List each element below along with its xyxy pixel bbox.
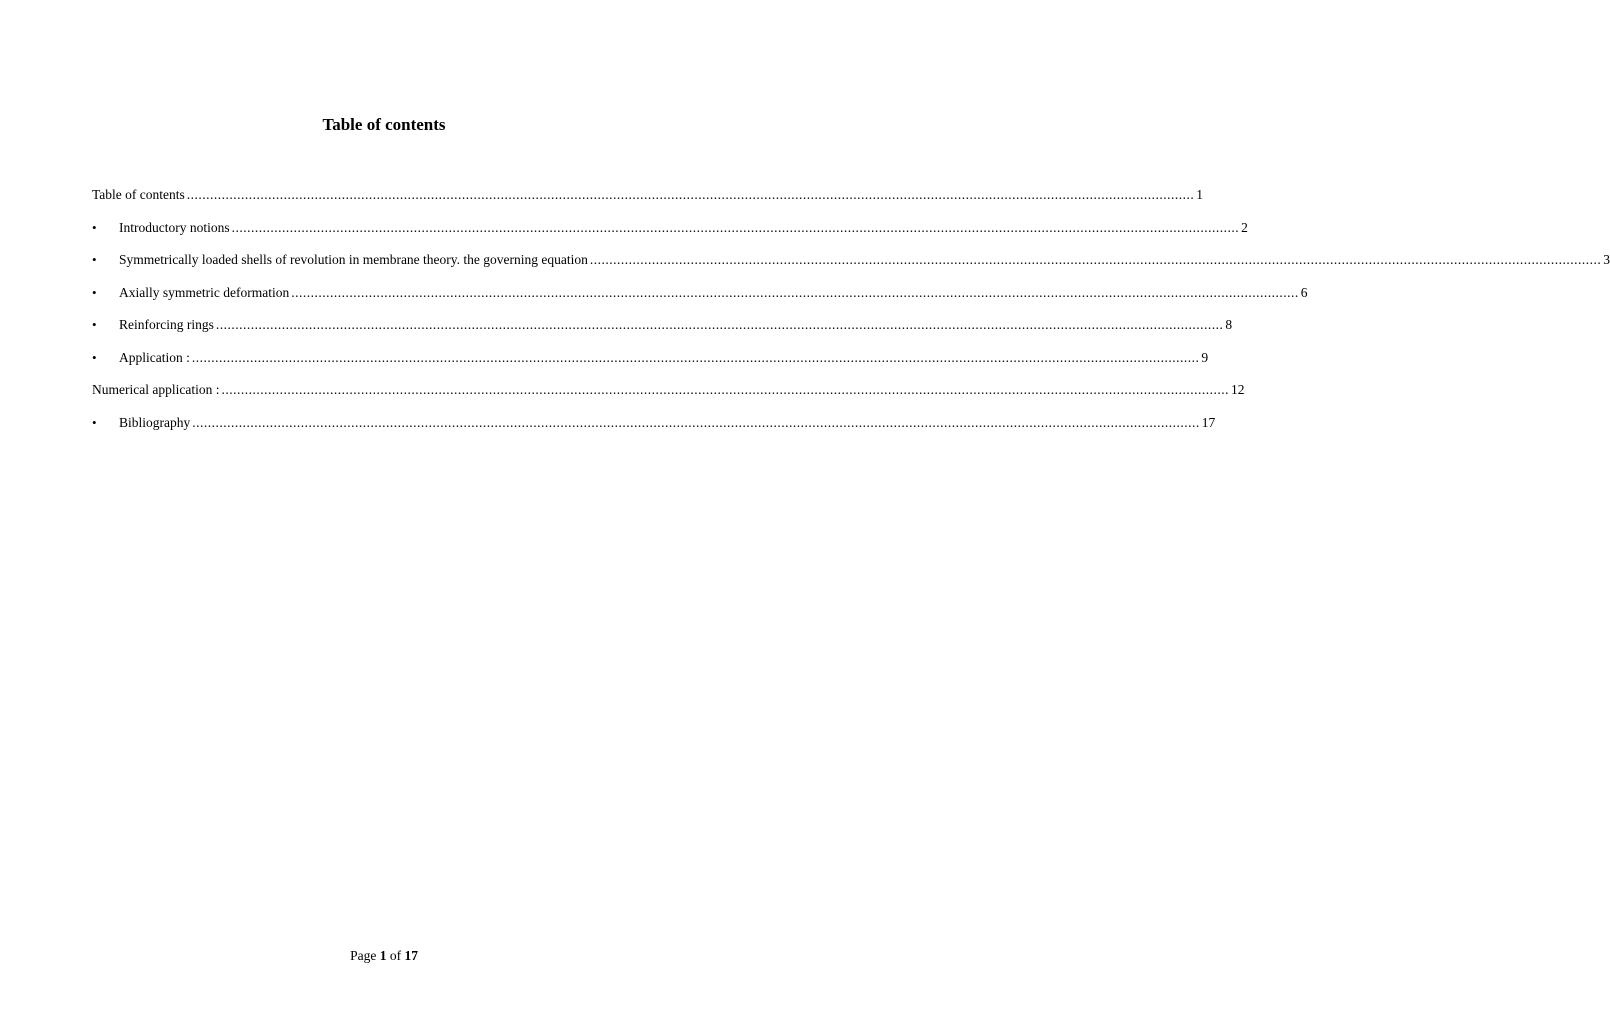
toc-entry-numerical-application[interactable] bbox=[92, 379, 1245, 412]
toc-dot-leader bbox=[232, 217, 1240, 239]
footer-total-pages: 17 bbox=[404, 948, 418, 963]
toc-entry-page: 8 bbox=[1225, 317, 1233, 332]
toc-entry-application[interactable] bbox=[92, 347, 1209, 380]
toc-entry-page: 3 bbox=[1603, 252, 1610, 267]
bullet-icon: • bbox=[92, 349, 97, 365]
toc-entry-table-of-contents[interactable] bbox=[92, 184, 1204, 217]
toc-entry-page: 17 bbox=[1201, 414, 1216, 430]
bullet-icon: • bbox=[92, 317, 97, 332]
toc-entry-label: Table of contents bbox=[92, 187, 185, 202]
bullet-icon: • bbox=[92, 252, 97, 267]
toc-entry-label: Bibliography bbox=[119, 414, 191, 430]
toc-entry-label: Numerical application : bbox=[92, 382, 220, 397]
toc-entry-axially-symmetric-deformation[interactable] bbox=[92, 282, 1308, 315]
toc-entry-page: 2 bbox=[1241, 219, 1248, 235]
bullet-icon: • bbox=[92, 219, 97, 235]
toc-dot-leader: . ..... bbox=[590, 249, 1601, 271]
footer-of-word: of bbox=[389, 948, 402, 963]
toc-entry-page: 12 bbox=[1230, 382, 1245, 397]
footer-current-page: 1 bbox=[379, 948, 387, 963]
table-of-contents bbox=[92, 184, 1610, 444]
footer-page-word: Page bbox=[350, 948, 377, 963]
toc-entry-symmetrically-loaded-shells[interactable] bbox=[92, 249, 1610, 282]
toc-entry-label: Application : bbox=[119, 349, 190, 365]
bullet-icon: • bbox=[92, 414, 97, 430]
toc-entry-label: Introductory notions bbox=[119, 219, 230, 235]
toc-entry-page: 6 bbox=[1300, 284, 1308, 300]
toc-entry-page: 9 bbox=[1201, 349, 1209, 365]
toc-dot-leader bbox=[221, 379, 1229, 401]
toc-entry-bibliography[interactable] bbox=[92, 412, 1216, 445]
toc-entry-page: 1 bbox=[1196, 187, 1204, 202]
toc-entry-label: Axially symmetric deformation bbox=[119, 284, 290, 300]
toc-dot-leader bbox=[187, 184, 1195, 206]
toc-entry-label: Reinforcing rings bbox=[119, 317, 214, 332]
toc-entry-label: Symmetrically loaded shells of revolution in membrane theory. the governing equation bbox=[119, 252, 588, 267]
toc-dot-leader bbox=[216, 314, 1224, 336]
toc-dot-leader bbox=[291, 282, 1299, 304]
toc-dot-leader bbox=[192, 412, 1200, 434]
bullet-icon: • bbox=[92, 284, 97, 300]
toc-entry-reinforcing-rings[interactable] bbox=[92, 314, 1233, 347]
toc-dot-leader bbox=[192, 347, 1200, 369]
toc-entry-introductory-notions[interactable] bbox=[92, 217, 1248, 250]
page-footer bbox=[0, 946, 768, 966]
page-title: Table of contents bbox=[322, 115, 446, 134]
